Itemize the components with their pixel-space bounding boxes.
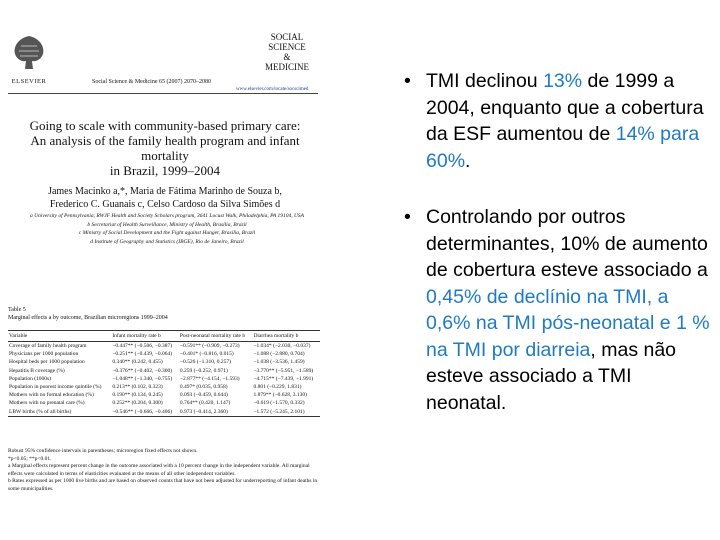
table-note: b Rates expressed as per 1000 live births and are based on observed counts that have not been adjusted for underreporting of infant deaths in some municipalities. [8,478,318,492]
journal-logo-line: SCIENCE [268,42,306,52]
table-cell: 0.497* (0.035, 0.958) [179,384,228,391]
title-line: Going to scale with community-based primary care: [29,118,301,133]
table-cell: −4.715** (−7.439, −1.991) [253,375,314,382]
bullet-item-mortality-decline [398,68,710,174]
table-cell: LBW births (% of all births) [8,408,111,417]
table-cell: −0.401* (−0.816, 0.015) [179,351,234,358]
table-cell: −3.770** (−5.951, −1.589) [253,367,314,374]
table-cell: 0.252** (0.204, 0.300) [112,400,163,407]
table-label: Table 5 [8,307,26,313]
table-header-cell: Diarrhea mortality b [252,331,320,342]
table-note: Robust 95% confidence intervals in parentheses; microregion fixed effects not shown. [8,448,198,454]
table-caption [8,306,168,322]
table-header-cell: Variable [8,331,111,342]
table-row [8,342,320,351]
table-cell: −0.447** (−0.506, −0.387) [112,343,173,349]
citation-line: Social Science & Medicine 65 (2007) 2070–2080 [92,79,211,85]
journal-logo [262,32,312,72]
table-cell: −0.619 (−1.570, 0.332) [253,400,305,407]
article-title [20,118,310,178]
table-cell: −0.546** (−0.666, −0.406) [111,408,179,417]
table-row [8,350,320,358]
table-row [8,399,320,407]
highlight-text: 0,45% de declínio na TMI, a 0,6% na TMI pós-neonatal e 1 % na TMI por diarreia [426,285,710,361]
affiliation: c Ministry of Social Development and the Fight against Hunger, Brasília, Brazil [78,230,256,236]
table-cell: −0.376** (−0.402, −0.300) [112,367,173,374]
article-authors [20,185,310,211]
table-row [8,375,320,383]
table-header-cell: Post-neonatal mortality rate b [179,331,253,342]
highlight-text: 13% [543,70,583,92]
table-cell: 0.340** (0.242, 0.455) [112,359,163,366]
header-divider [8,93,318,94]
table-cell: Population in poorest income quintile (%) [9,384,102,391]
table-cell: 0.259 (−0.252, 0.971) [179,367,228,374]
bullet-icon: • [404,70,411,92]
table-cell: −1.038 (−3.536, 1.459) [253,359,305,366]
affiliation: d Institute of Geography and Statistics (IBGE), Rio de Janeiro, Brazil [90,238,244,245]
table-title: Marginal effects a by outcome, Brazilian microregions 1999–2004 [8,315,168,321]
table-cell: 0.213** (0.102, 0.323) [112,384,163,391]
table-cell: 0.190** (0.134, 0.245) [112,392,163,399]
table-cell: 0.764** (0.420, 1.147) [179,400,231,407]
marginal-effects-table [8,330,320,417]
table-header-cell: Infant mortality rate b [111,331,179,342]
table-cell: −1.088 (−2.880, 0.704) [253,351,305,358]
table-cell: Mothers with no formal education (%) [9,392,94,399]
highlight-text: 14% para 60% [426,123,700,172]
bullet-text: . [465,149,471,172]
bullet-item-coverage-effect [398,204,710,416]
table-cell: Hospital beds per 1000 population [9,359,85,366]
table-note: a Marginal effects represent percent change in the outcome associated with a 10 percent change in the independent variable. All marginal effects were calculated in terms of elasticities evaluated at the means of all other independent variables. [8,463,310,477]
bullet-text: , mas não esteve associado a TMI neonatal. [426,338,677,414]
bullet-text: TMI declinou [426,70,544,92]
table-cell: −1.048** (−1.340, −0.755) [112,375,173,382]
elsevier-logo [8,32,50,85]
affiliation: a University of Pennsylvania, RWJF Health and Society Scholars program, 3641 Locust Walk, Philadelphia, PA 19104, USA [29,213,305,219]
table-cell: −1.572 (−5.245, 2.101) [252,408,320,417]
journal-url: www.elsevier.com/locate/socscimed [236,87,309,92]
bullet-text: Controlando por outros determinantes, 10% de aumento de cobertura esteve associado a [426,206,708,281]
table-cell: Population (1000s) [9,375,52,382]
table-header-row [8,331,320,342]
table-cell: −0.251** (−0.439, −0.064) [112,351,173,358]
elsevier-tree-icon [9,32,49,72]
table-notes [8,448,320,493]
table-cell: −0.591** (−0.909, −0.273) [179,343,240,349]
title-line: An analysis of the family health program and infant mortality [30,133,300,163]
table-row [8,391,320,399]
table-cell: Hepatitis B coverage (%) [9,367,65,374]
bullet-spacer [398,174,710,204]
table-note: *p<0.05; **p<0.01. [8,455,52,462]
table-body [8,342,320,417]
title-line: in Brazil, 1999–2004 [109,163,221,178]
table-cell: −1.034* (−2.030, −0.037) [253,343,311,349]
affiliation: b Secretariat of Health Surveillance, Ministry of Health, Brasília, Brazil [87,221,247,228]
table-cell: 0.801 (−0.229, 1.831) [253,384,302,391]
journal-logo-line: & [283,52,291,62]
slide-bullet-list [398,68,710,416]
table-cell: Mothers with no prenatal care (%) [9,400,85,407]
bullet-text: de 1999 a 2004, enquanto que a cobertura da ESF aumentou de [426,70,704,145]
table-row [8,358,320,366]
bullet-icon: • [404,206,411,228]
table-cell: 0.093 (−0.459, 0.644) [179,392,228,399]
table-row [8,367,320,375]
table-cell: −0.526 (−1.310, 0.257) [179,359,231,366]
table-row [8,408,320,417]
table-row [8,383,320,391]
publisher-name: ELSEVIER [11,78,47,85]
table-cell: Physicians per 1000 population [9,351,79,358]
table-cell: −2.877** (−4.154, −1.593) [179,375,240,382]
table-cell: Coverage of family health program [9,343,87,349]
author-affiliations [14,212,320,246]
journal-logo-line: SOCIAL [270,32,304,42]
journal-logo-line: MEDICINE [265,62,309,72]
author-line: Frederico C. Guanais c, Celso Cardoso da Silva Simões d [49,199,281,210]
table-cell: 0.973 (−0.414, 2.360) [179,408,253,417]
author-line: James Macinko a,*, Maria de Fátima Marinho de Souza b, [48,186,282,197]
table-cell: 1.879** (−0.628, 3.130) [253,392,307,399]
